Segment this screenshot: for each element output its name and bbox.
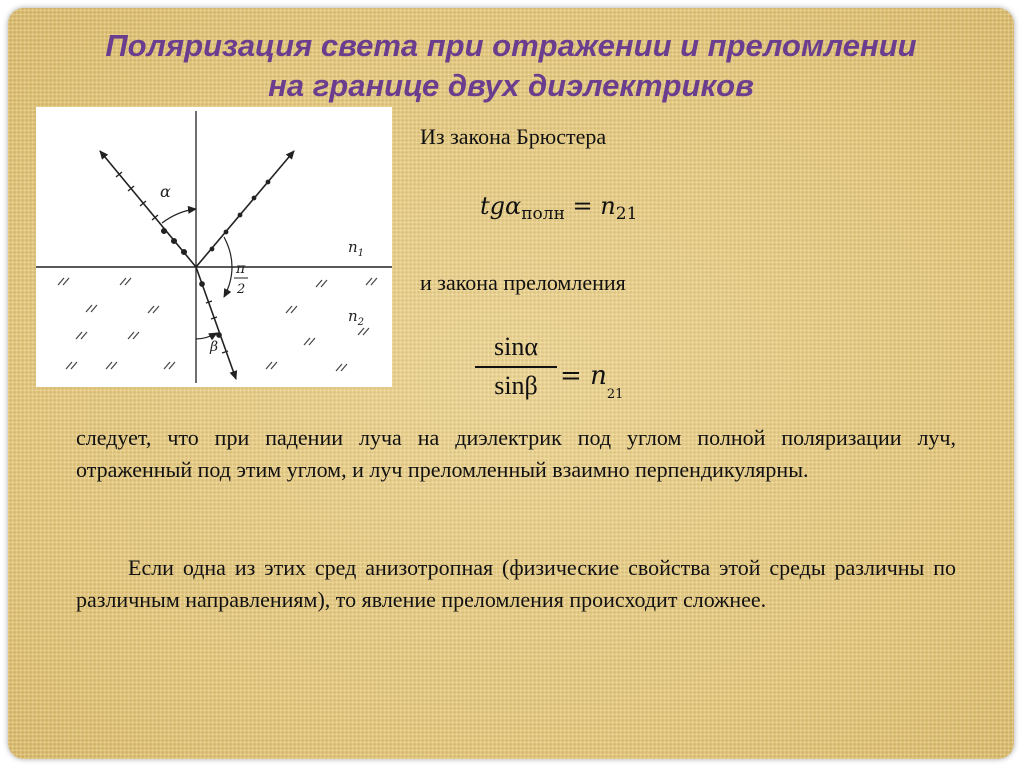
and-refraction-text: и закона преломления xyxy=(420,270,626,295)
slide-title xyxy=(8,26,1014,106)
brewster-formula-rhs-sub: 21 xyxy=(615,204,638,224)
snell-formula-rhs xyxy=(560,361,623,402)
label-beta: β xyxy=(210,339,219,355)
snell-formula-eq: = xyxy=(560,361,591,391)
paragraph-conclusion: следует, что при падении луча на диэлектрик под углом полной поляризации луч, отраженный под этим углом, и луч преломленный взаимно перпендикулярны. xyxy=(76,425,956,482)
slide xyxy=(8,8,1014,759)
label-n1: $n_1$ xyxy=(348,238,365,259)
medium-hatching xyxy=(58,278,377,371)
brewster-diagram-svg xyxy=(36,107,392,387)
brewster-formula-rhs: n xyxy=(600,192,616,220)
brewster-formula-eq: = xyxy=(564,192,601,220)
snell-formula-n-sub: 21 xyxy=(606,387,624,402)
snell-formula-n: n xyxy=(590,361,607,391)
label-n2: $n_2$ xyxy=(348,307,365,328)
label-two: 2 xyxy=(237,282,246,297)
from-brewster-text: Из закона Брюстера xyxy=(420,124,607,149)
slide-title-line-2: на границе двух диэлектриков xyxy=(268,68,754,103)
brewster-angle-figure xyxy=(36,107,392,387)
brewster-formula xyxy=(480,192,637,224)
slide-title-line-1: Поляризация света при отражении и преломлении xyxy=(105,28,917,63)
incident-ray xyxy=(100,151,196,267)
label-alpha: α xyxy=(160,182,171,201)
snell-numerator: sinα xyxy=(494,332,538,361)
snell-denominator: sinβ xyxy=(494,371,538,400)
brewster-formula-lhs: tgα xyxy=(480,192,522,220)
paragraph-anisotropic: Если одна из этих сред анизотропная (физические свойства этой среды различны по различным направлениям), то явление преломления происходит сложнее. xyxy=(76,555,956,612)
snell-fraction xyxy=(475,330,557,402)
alpha-arc xyxy=(162,209,196,223)
label-pi: π xyxy=(236,261,246,277)
fraction-bar xyxy=(475,366,557,368)
brewster-formula-sub: полн xyxy=(521,204,565,224)
